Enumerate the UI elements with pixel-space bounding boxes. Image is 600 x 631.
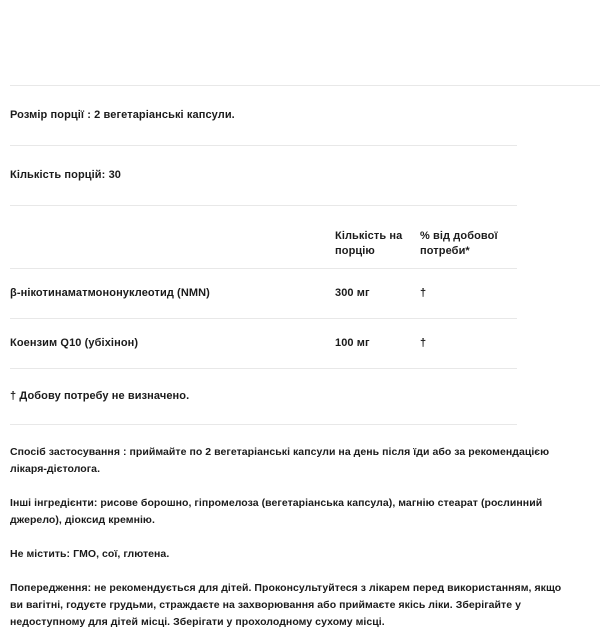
servings-per-container-row bbox=[0, 146, 600, 205]
table-row bbox=[10, 319, 517, 368]
servings-per-container-text: Кількість порцій: 30 bbox=[10, 169, 122, 181]
serving-size-row bbox=[0, 86, 600, 145]
header-daily-value: % від добової потреби* bbox=[420, 230, 498, 257]
nutrition-facts-table bbox=[10, 206, 517, 369]
warning-paragraph: Попередження: не рекомендується для дітей. Проконсультуйтеся з лікарем перед використанням, якщо ви вагітні, годуєте грудьми, страждаєте на захворювання або приймаєте якісь ліки. Зберігайте у недоступному для дітей місці. Зберігати у прохолодному сухому місці. bbox=[10, 582, 562, 628]
free-from-paragraph: Не містить: ГМО, сої, глютена. bbox=[10, 548, 170, 560]
other-ingredients-paragraph: Інші інгредієнти: рисове борошно, гіпромелоза (вегетаріанська капсула), магнію стеарат (рослинний джерело), діоксид кремнію. bbox=[10, 497, 543, 526]
nutrient-amount: 300 мг bbox=[335, 287, 370, 299]
nutrient-daily-value: † bbox=[420, 337, 427, 349]
nutrient-name: β-нікотинаматмононуклеотид (NMN) bbox=[10, 287, 210, 299]
header-amount-per-serving: Кількість на порцію bbox=[335, 230, 403, 257]
nutrient-name: Коензим Q10 (убіхінон) bbox=[10, 337, 139, 349]
top-spacer bbox=[0, 0, 600, 85]
serving-size-text: Розмір порції : 2 вегетаріанські капсули. bbox=[10, 109, 235, 121]
nutrient-daily-value: † bbox=[420, 287, 427, 299]
directions-paragraph: Спосіб застосування : приймайте по 2 вегетаріанські капсули на день після їди або за рекомендацією лікаря-дієтолога. bbox=[10, 446, 550, 475]
nutrient-amount: 100 мг bbox=[335, 337, 370, 349]
daily-value-footnote: † Добову потребу не визначено. bbox=[10, 390, 190, 402]
header-nutrient-name bbox=[10, 206, 335, 268]
info-paragraphs bbox=[0, 425, 575, 631]
table-header-row bbox=[10, 206, 517, 268]
table-row bbox=[10, 269, 517, 318]
